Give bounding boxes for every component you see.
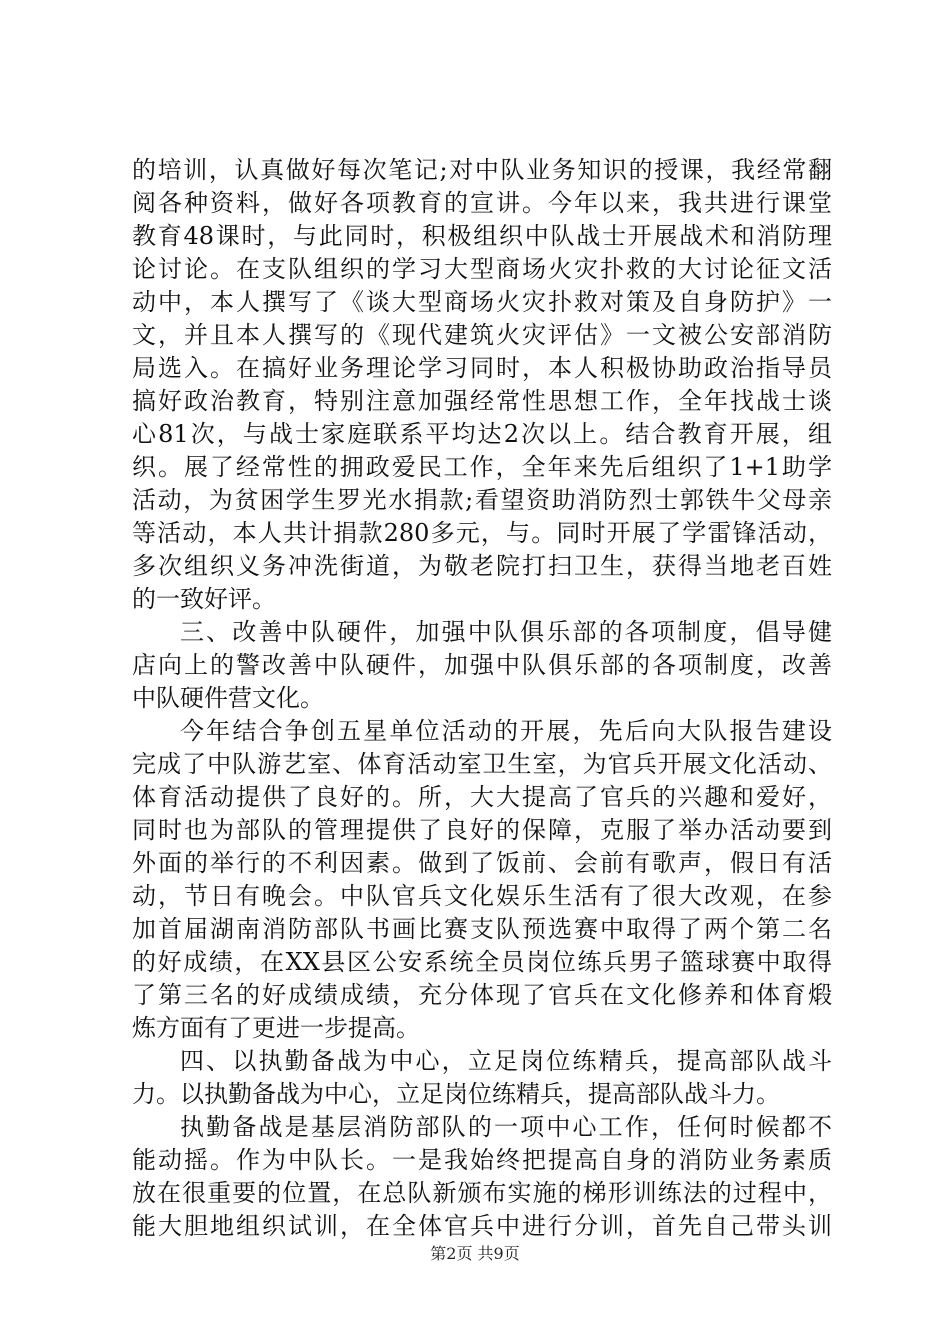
text-line: 外面的举行的不利因素。做到了饭前、会前有歌声，假日有活 [132, 849, 832, 877]
text-line: 完成了中队游艺室、体育活动室卫生室，为官兵开展文化活动、 [132, 750, 832, 778]
text-line: 加首届湖南消防部队书画比赛支队预选赛中取得了两个第二名 [132, 915, 832, 943]
text-line: 等活动，本人共计捐款280多元，与。同时开展了学雷锋活动， [132, 519, 832, 547]
text-line: 活动，为贫困学生罗光水捐款;看望资助消防烈士郭铁牛父母亲 [132, 486, 832, 514]
text-line: 同时也为部队的管理提供了良好的保障，克服了举办活动要到 [132, 816, 832, 844]
text-line: 织。展了经常性的拥政爱民工作，全年来先后组织了1+1助学 [132, 453, 832, 481]
text-line: 阅各种资料，做好各项教育的宣讲。今年以来，我共进行课堂 [132, 189, 832, 217]
text-line: 中队硬件营文化。 [132, 684, 324, 712]
text-line: 今年结合争创五星单位活动的开展，先后向大队报告建设 [180, 717, 832, 745]
text-line: 体育活动提供了良好的。所，大大提高了官兵的兴趣和爱好， [132, 783, 832, 811]
text-line: 炼方面有了更进一步提高。 [132, 1014, 420, 1042]
text-line: 三、改善中队硬件，加强中队俱乐部的各项制度，倡导健 [180, 618, 832, 646]
text-line: 能动摇。作为中队长。一是我始终把提高自身的消防业务素质 [132, 1146, 832, 1174]
text-line: 执勤备战是基层消防部队的一项中心工作，任何时候都不 [180, 1113, 832, 1141]
text-line: 搞好政治教育，特别注意加强经常性思想工作，全年找战士谈 [132, 387, 832, 415]
text-line: 局选入。在搞好业务理论学习同时，本人积极协助政治指导员 [132, 354, 832, 382]
page-footer: 第2页 共9页 [430, 1244, 520, 1263]
text-line: 能大胆地组织试训，在全体官兵中进行分训，首先自己带头训 [132, 1212, 832, 1240]
text-line: 多次组织义务冲洗街道，为敬老院打扫卫生，获得当地老百姓 [132, 552, 832, 580]
text-line: 力。以执勤备战为中心，立足岗位练精兵，提高部队战斗力。 [132, 1080, 780, 1108]
text-line: 文，并且本人撰写的《现代建筑火灾评估》一文被公安部消防 [132, 321, 832, 349]
text-line: 的一致好评。 [132, 585, 276, 613]
text-line: 心81次，与战士家庭联系平均达2次以上。结合教育开展，组 [132, 420, 832, 448]
text-line: 的好成绩，在XX县区公安系统全员岗位练兵男子篮球赛中取得 [132, 948, 832, 976]
text-line: 店向上的警改善中队硬件，加强中队俱乐部的各项制度，改善 [132, 651, 832, 679]
text-line: 动，节日有晚会。中队官兵文化娱乐生活有了很大改观，在参 [132, 882, 832, 910]
text-line: 动中，本人撰写了《谈大型商场火灾扑救对策及自身防护》一 [132, 288, 832, 316]
text-line: 了第三名的好成绩成绩，充分体现了官兵在文化修养和体育煅 [132, 981, 832, 1009]
text-line: 的培训，认真做好每次笔记;对中队业务知识的授课，我经常翻 [132, 156, 832, 184]
text-line: 教育48课时，与此同时，积极组织中队战士开展战术和消防理 [132, 222, 832, 250]
text-line: 放在很重要的位置，在总队新颁布实施的梯形训练法的过程中， [132, 1179, 832, 1207]
document-body [132, 154, 832, 1243]
text-line: 四、以执勤备战为中心，立足岗位练精兵，提高部队战斗 [180, 1047, 832, 1075]
text-line: 论讨论。在支队组织的学习大型商场火灾扑救的大讨论征文活 [132, 255, 832, 283]
